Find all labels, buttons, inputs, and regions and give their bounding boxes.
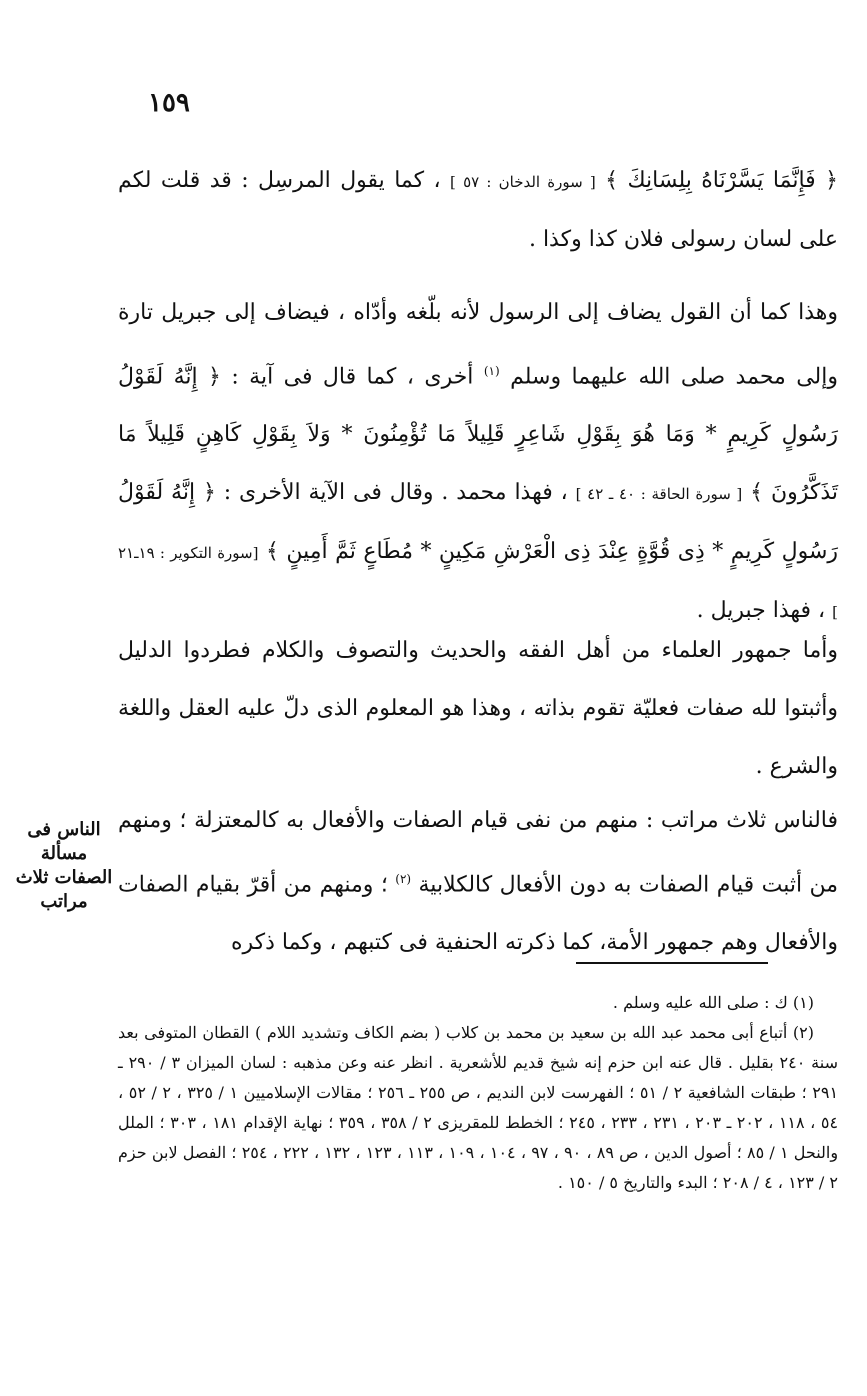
sura-reference: [ سورة الحاقة : ٤٠ ـ ٤٢ ] [575,485,743,504]
paragraph-text: ، كما يقول المرسِل : قد قلت لكم على لسان رسولى فلان كذا وكذا . [118,168,838,252]
footnote-marker-2[interactable]: (٢) [395,872,412,886]
footnote-marker-1[interactable]: (١) [483,364,500,378]
paragraph-text: ، فهذا محمد . وقال فى الآية الأخرى : ﴿ إِنَّهُ لَقَوْلُ رَسُولٍ كَرِيمٍ * ذِى قُوَّةٍ عِنْدَ ذِى الْعَرْشِ مَكِينٍ * مُطَاعٍ ثَمَّ أَمِينٍ ﴾ [118,480,838,565]
paragraph-2 [118,284,838,641]
paragraph-text: وهذا كما أن القول يضاف إلى الرسول لأنه بلّغه وأدّاه ، فيضاف إلى جبريل تارة وإلى محمد صلى الله عليهما وسلم [118,300,838,390]
paragraph-text: فالناس ثلاث مراتب : منهم من نفى قيام الصفات والأفعال به كالمعتزلة ؛ ومنهم من أثبت قيام الصفات به دون الأفعال كالكلابية [118,808,839,898]
footnotes [118,988,838,1198]
margin-note-line: الصفات ثلاث [15,867,113,888]
page-number: ١٥٩ [148,88,190,118]
paragraph-text: أخرى ، كما قال فى آية : ﴿ إِنَّهُ لَقَوْلُ رَسُولٍ كَرِيمٍ * وَمَا هُوَ بِقَوْلِ شَاعِرٍ قَلِيلاً مَا تُؤْمِنُونَ * وَلاَ بِقَوْلِ كَاهِنٍ قَلِيلاً مَا تَذَكَّرُونَ ﴾ [118,364,839,506]
margin-note-line: الناس فى مسألة [27,819,101,864]
footnote-divider [576,962,768,964]
paragraph-text: ؛ ومنهم من أقرّ بقيام الصفات والأفعال وهم جمهور الأمة، كما ذكرته الحنفية فى كتبهم ، وكما ذكره [118,872,838,956]
footnote-1: (١) ك : صلى الله عليه وسلم . [612,993,814,1012]
paragraph-text: وأما جمهور العلماء من أهل الفقه والحديث والتصوف والكلام فطردوا الدليل وأثبتوا لله صفات فعليّة تقوم بذاته ، وهذا هو المعلوم الذى دلّ عليه العقل واللغة والشرع . [118,638,838,779]
sura-reference: [ سورة الدخان : ٥٧ ] [450,173,596,191]
quran-verse: ﴿ فَإِنَّمَا يَسَّرْنَاهُ بِلِسَانِكَ ﴾ [605,168,838,193]
sura-reference: [سورة التكوير : ١٩ـ٢١ ] [118,544,838,622]
margin-note-line: مراتب [40,891,88,912]
paragraph-3 [118,622,838,796]
paragraph-text: ، فهذا جبريل . [696,598,826,624]
footnote-2: (٢) أتباع أبى محمد عبد الله بن سعيد بن محمد بن كلاب ( بضم الكاف وتشديد اللام ) القطان المتوفى بعد سنة ٢٤٠ بقليل . قال عنه ابن حزم إنه شيخ قديم للأشعرية . انظر عنه وعن مذهبه : لسان الميزان ٣ / ٢٩٠ ـ ٢٩١ ؛ طبقات الشافعية ٢ / ٥١ ؛ الفهرست لابن النديم ، ص ٢٥٥ ـ ٢٥٦ ؛ مقالات الإسلاميين ١ / ٣٢٥ ، ٢ / ٥٢ ، ٥٤ ، ١١٨ ، ٢٠٢ ـ ٢٠٣ ، ٢٣١ ، ٢٣٣ ، ٢٤٥ ؛ الخطط للمقريزى ٢ / ٣٥٨ ، ٣٥٩ ؛ نهاية الإقدام ١٨١ ، ٣٠٣ ؛ الملل والنحل ١ / ٨٥ ؛ أصول الدين ، ص ٨٩ ، ٩٠ ، ٩٧ ، ١٠٤ ، ١٠٩ ، ١١٣ ، ١٢٣ ، ١٣٢ ، ٢٢٢ ، ٢٥٤ ؛ الفصل لابن حزم ٢ / ١٢٣ ، ٤ / ٢٠٨ ؛ البدء والتاريخ ٥ / ١٥٠ . [118,1023,839,1192]
paragraph-1 [118,152,838,269]
paragraph-4 [118,792,838,972]
margin-note [14,818,114,914]
